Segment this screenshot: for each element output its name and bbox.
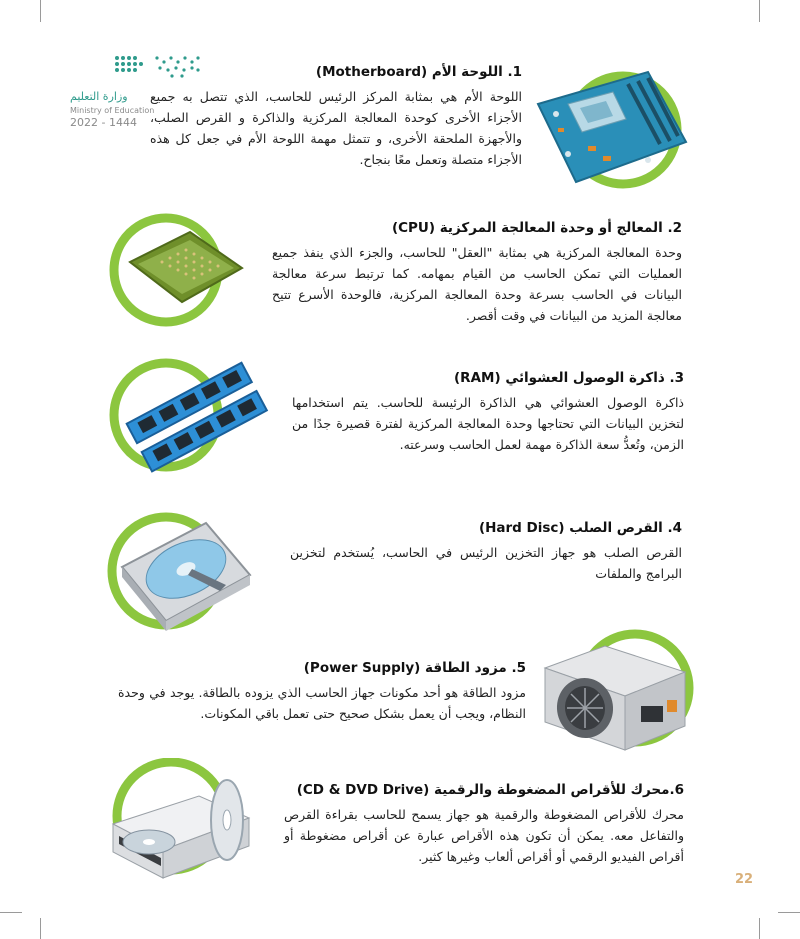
logo-english-text: Ministry of Education bbox=[70, 106, 155, 115]
section-body: اللوحة الأم هي بمثابة المركز الرئيس للحاسب، الذي تتصل به جميع الأجزاء الأخرى كوحدة المعالجة المركزية والذاكرة و القرص الصلب، والأجهزة الملحقة الأخرى، و تتمثل مهمة اللوحة الأم في جعل كل هذه الأجزاء متصلة وتعمل معًا بنجاح. bbox=[150, 89, 522, 167]
crop-mark bbox=[40, 0, 41, 22]
crop-mark bbox=[778, 912, 800, 913]
section-body: وحدة المعالجة المركزية هي بمثابة "العقل" للحاسب، والجزء الذي ينفذ جميع العمليات التي تمكن الحاسب من القيام بمهامه. كما ترتبط سرعة معالجة البيانات في الحاسب بسرعة وحدة المعالجة المركزية، فالوحدة الأسرع تتيح معالجة المزيد من البيانات في وقت أقصر. bbox=[272, 245, 682, 323]
page-number: 22 bbox=[735, 872, 754, 887]
section-body: مزود الطاقة هو أحد مكونات جهاز الحاسب الذي يزوده بالطاقة. يوجد في وحدة النظام، ويجب أن يعمل بشكل صحيح حتى تعمل باقي المكونات. bbox=[118, 685, 526, 721]
section-hard-disc bbox=[290, 520, 682, 584]
hard-disk-icon bbox=[100, 505, 265, 640]
cpu-chip-icon bbox=[102, 210, 262, 330]
crop-mark bbox=[0, 912, 22, 913]
section-title: 6.محرك للأقراص المضغوطة والرقمية (CD & DVD Drive) bbox=[296, 782, 684, 798]
logo-year-text: 2022 - 1444 bbox=[70, 116, 137, 129]
section-body: ذاكرة الوصول العشوائي هي الذاكرة الرئيسة للحاسب. يتم استخدامها لتخزين البيانات التي تحتاجها وحدة المعالجة المركزية لفترة قصيرة جدًا من الزمن، وتُعدُّ سعة الذاكرة مهمة لعمل الحاسب وسرعته. bbox=[292, 395, 684, 452]
section-body: محرك للأقراص المضغوطة والرقمية هو جهاز يسمح للحاسب بقراءة القرص والتفاعل معه. يمكن أن تكون هذه الأقراص عبارة عن أقراص مضغوطة أو أقراص الفيديو الرقمي أو أقراص ألعاب وغيرها كثير. bbox=[284, 807, 684, 864]
section-title: 4. القرص الصلب (Hard Disc) bbox=[478, 520, 682, 536]
section-title: 2. المعالج أو وحدة المعالجة المركزية (CPU) bbox=[391, 220, 682, 236]
crop-mark bbox=[759, 918, 760, 939]
power-supply-icon bbox=[535, 628, 700, 753]
section-cpu bbox=[272, 220, 682, 326]
logo-arabic-text: وزارة التعليم bbox=[70, 90, 128, 103]
crop-mark bbox=[40, 918, 41, 939]
section-cd-dvd-drive bbox=[284, 782, 684, 867]
section-title: 5. مزود الطاقة (Power Supply) bbox=[303, 660, 526, 676]
dvd-drive-icon bbox=[103, 758, 263, 888]
section-power-supply bbox=[118, 660, 526, 724]
crop-mark bbox=[759, 0, 760, 22]
section-title: 3. ذاكرة الوصول العشوائي (RAM) bbox=[454, 370, 684, 386]
section-body: القرص الصلب هو جهاز التخزين الرئيس في الحاسب، يُستخدم لتخزين البرامج والملفات bbox=[290, 545, 682, 581]
section-motherboard bbox=[150, 64, 522, 170]
motherboard-icon bbox=[528, 64, 693, 189]
ram-modules-icon bbox=[100, 355, 275, 475]
section-title: 1. اللوحة الأم (Motherboard) bbox=[315, 64, 522, 80]
section-ram bbox=[292, 370, 684, 455]
